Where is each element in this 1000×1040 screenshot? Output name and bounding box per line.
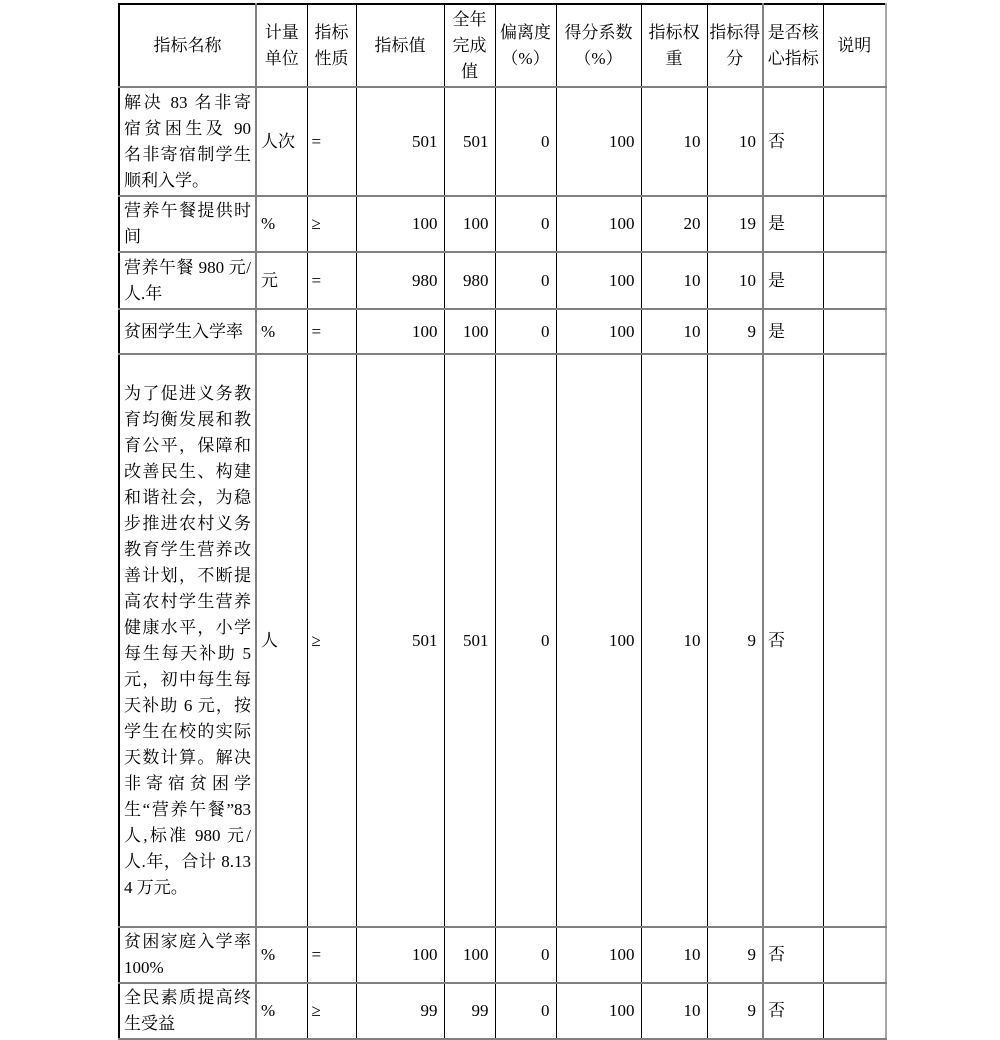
performance-indicator-table bbox=[118, 3, 887, 1040]
cell-score: 10 bbox=[707, 87, 763, 196]
header-indicator-name: 指标名称 bbox=[119, 4, 256, 87]
cell-weight: 10 bbox=[641, 87, 707, 196]
cell-weight: 10 bbox=[641, 309, 707, 354]
header-completed-value: 全年完成值 bbox=[444, 4, 495, 87]
cell-nature: ≥ bbox=[307, 354, 356, 927]
table-row bbox=[119, 87, 886, 196]
cell-deviation: 0 bbox=[495, 252, 556, 309]
cell-completed-value: 99 bbox=[444, 983, 495, 1039]
table-row bbox=[119, 309, 886, 354]
cell-note bbox=[823, 196, 886, 252]
cell-indicator-value: 100 bbox=[356, 196, 444, 252]
cell-score: 10 bbox=[707, 252, 763, 309]
cell-score: 9 bbox=[707, 309, 763, 354]
header-nature: 指标性质 bbox=[307, 4, 356, 87]
table-row bbox=[119, 252, 886, 309]
header-deviation: 偏离度（%） bbox=[495, 4, 556, 87]
cell-nature: ≥ bbox=[307, 983, 356, 1039]
cell-unit: % bbox=[256, 927, 307, 983]
cell-unit: 人 bbox=[256, 354, 307, 927]
cell-weight: 10 bbox=[641, 354, 707, 927]
header-unit: 计量单位 bbox=[256, 4, 307, 87]
table-row bbox=[119, 354, 886, 927]
cell-unit: 人次 bbox=[256, 87, 307, 196]
cell-score-coefficient: 100 bbox=[556, 309, 641, 354]
cell-indicator-value: 100 bbox=[356, 309, 444, 354]
cell-unit: % bbox=[256, 196, 307, 252]
document-page bbox=[118, 3, 887, 1040]
cell-score-coefficient: 100 bbox=[556, 983, 641, 1039]
header-score: 指标得分 bbox=[707, 4, 763, 87]
table-row bbox=[119, 196, 886, 252]
cell-is-core: 否 bbox=[763, 87, 823, 196]
cell-score-coefficient: 100 bbox=[556, 927, 641, 983]
cell-note bbox=[823, 983, 886, 1039]
cell-score: 9 bbox=[707, 983, 763, 1039]
cell-weight: 10 bbox=[641, 983, 707, 1039]
cell-indicator-value: 980 bbox=[356, 252, 444, 309]
cell-nature: = bbox=[307, 252, 356, 309]
cell-deviation: 0 bbox=[495, 309, 556, 354]
cell-indicator-name: 全民素质提高终生受益 bbox=[119, 983, 256, 1039]
cell-is-core: 是 bbox=[763, 196, 823, 252]
cell-nature: = bbox=[307, 309, 356, 354]
cell-note bbox=[823, 354, 886, 927]
cell-nature: = bbox=[307, 927, 356, 983]
cell-nature: = bbox=[307, 87, 356, 196]
cell-completed-value: 100 bbox=[444, 196, 495, 252]
header-row bbox=[119, 4, 886, 87]
cell-weight: 20 bbox=[641, 196, 707, 252]
cell-indicator-value: 100 bbox=[356, 927, 444, 983]
header-weight: 指标权重 bbox=[641, 4, 707, 87]
cell-score-coefficient: 100 bbox=[556, 354, 641, 927]
cell-deviation: 0 bbox=[495, 983, 556, 1039]
cell-weight: 10 bbox=[641, 927, 707, 983]
cell-score-coefficient: 100 bbox=[556, 252, 641, 309]
cell-score-coefficient: 100 bbox=[556, 87, 641, 196]
cell-indicator-name: 贫困家庭入学率100% bbox=[119, 927, 256, 983]
cell-completed-value: 100 bbox=[444, 927, 495, 983]
cell-indicator-value: 99 bbox=[356, 983, 444, 1039]
table-row bbox=[119, 927, 886, 983]
header-is-core: 是否核心指标 bbox=[763, 4, 823, 87]
cell-deviation: 0 bbox=[495, 354, 556, 927]
header-note: 说明 bbox=[823, 4, 886, 87]
cell-deviation: 0 bbox=[495, 927, 556, 983]
cell-deviation: 0 bbox=[495, 87, 556, 196]
header-indicator-value: 指标值 bbox=[356, 4, 444, 87]
cell-score: 19 bbox=[707, 196, 763, 252]
cell-note bbox=[823, 252, 886, 309]
cell-is-core: 否 bbox=[763, 927, 823, 983]
cell-indicator-name: 贫困学生入学率 bbox=[119, 309, 256, 354]
cell-indicator-name: 为了促进义务教育均衡发展和教育公平，保障和改善民生、构建和谐社会，为稳步推进农村义务教育学生营养改善计划，不断提高农村学生营养健康水平，小学每生每天补助 5 元，初中每生每天补助 6 元，按学生在校的实际天数计算。解决非寄宿贫困学生“营养午餐”83 人,标准 980 元/人.年，合计 8.134 万元。 bbox=[119, 354, 256, 927]
cell-completed-value: 501 bbox=[444, 87, 495, 196]
cell-note bbox=[823, 87, 886, 196]
cell-unit: % bbox=[256, 309, 307, 354]
cell-weight: 10 bbox=[641, 252, 707, 309]
cell-completed-value: 501 bbox=[444, 354, 495, 927]
cell-score-coefficient: 100 bbox=[556, 196, 641, 252]
cell-unit: % bbox=[256, 983, 307, 1039]
cell-indicator-name: 营养午餐 980 元/人.年 bbox=[119, 252, 256, 309]
cell-deviation: 0 bbox=[495, 196, 556, 252]
cell-note bbox=[823, 309, 886, 354]
cell-score: 9 bbox=[707, 354, 763, 927]
cell-nature: ≥ bbox=[307, 196, 356, 252]
header-score-coefficient: 得分系数（%） bbox=[556, 4, 641, 87]
cell-indicator-value: 501 bbox=[356, 354, 444, 927]
cell-indicator-value: 501 bbox=[356, 87, 444, 196]
cell-unit: 元 bbox=[256, 252, 307, 309]
cell-is-core: 是 bbox=[763, 252, 823, 309]
cell-is-core: 是 bbox=[763, 309, 823, 354]
cell-score: 9 bbox=[707, 927, 763, 983]
cell-note bbox=[823, 927, 886, 983]
cell-completed-value: 100 bbox=[444, 309, 495, 354]
table-row bbox=[119, 983, 886, 1039]
cell-is-core: 否 bbox=[763, 983, 823, 1039]
cell-indicator-name: 解决 83 名非寄宿贫困生及 90 名非寄宿制学生顺利入学。 bbox=[119, 87, 256, 196]
cell-is-core: 否 bbox=[763, 354, 823, 927]
cell-indicator-name: 营养午餐提供时间 bbox=[119, 196, 256, 252]
cell-completed-value: 980 bbox=[444, 252, 495, 309]
